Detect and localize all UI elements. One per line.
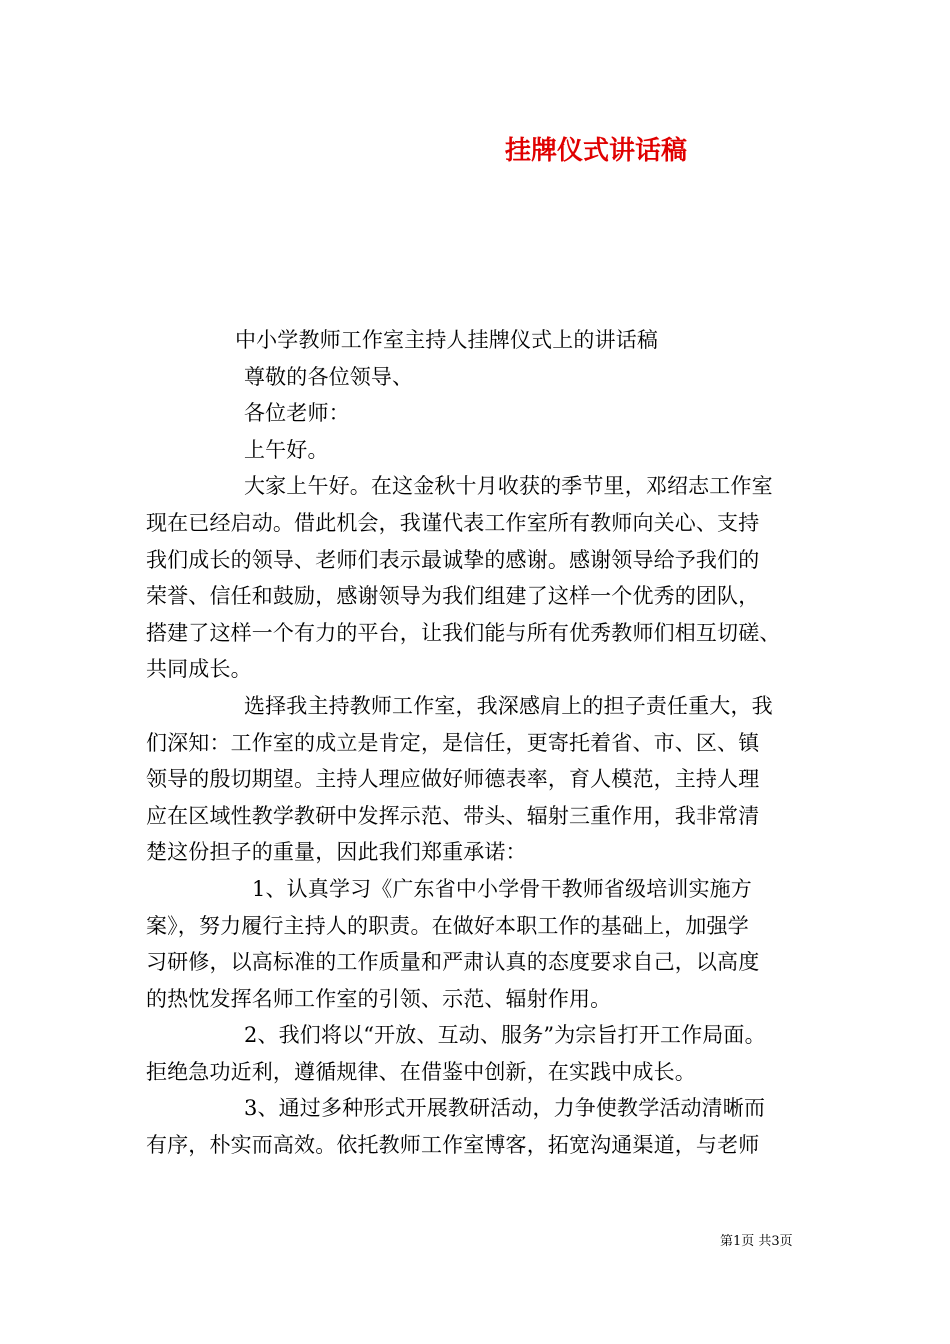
paragraph [146,688,826,871]
paragraph [146,468,826,688]
paragraph-line: 大家上午好。在这金秋十月收获的季节里，邓绍志工作室 [244,474,773,499]
paragraph-line: 共同成长。 [146,657,252,682]
paragraph [146,1017,826,1090]
paragraph-line: 2、我们将以“开放、互动、服务”为宗旨打开工作局面。 [244,1023,766,1048]
paragraph-line: 们深知：工作室的成立是肯定，是信任，更寄托着省、市、区、镇 [146,730,760,755]
paragraph-line: 案》，努力履行主持人的职责。在做好本职工作的基础上，加强学 [146,913,749,938]
paragraph-line: 应在区域性教学教研中发挥示范、带头、辐射三重作用，我非常清 [146,803,760,828]
paragraph-line: 1、认真学习《广东省中小学骨干教师省级培训实施方 [252,876,752,901]
document-title: 挂牌仪式讲话稿 [504,136,687,166]
paragraph-line: 我们成长的领导、老师们表示最诚挚的感谢。感谢领导给予我们的 [146,547,760,572]
greeting-line: 各位老师： [244,401,350,426]
paragraph-line: 的热忱发挥名师工作室的引领、示范、辐射作用。 [146,986,612,1011]
paragraph-line: 习研修，以高标准的工作质量和严肃认真的态度要求自己，以高度 [146,950,760,975]
greeting-line: 尊敬的各位领导、 [244,364,414,389]
paragraph-line: 拒绝急功近利，遵循规律、在借鉴中创新，在实践中成长。 [146,1059,696,1084]
paragraph-line: 楚这份担子的重量，因此我们郑重承诺： [146,840,527,865]
document-body [146,322,826,1164]
paragraph-line: 荣誉、信任和鼓励，感谢领导为我们组建了这样一个优秀的团队， [146,584,760,609]
paragraph-line: 现在已经启动。借此机会，我谨代表工作室所有教师向关心、支持 [146,510,760,535]
paragraph-line: 有序，朴实而高效。依托教师工作室博客，拓宽沟通渠道，与老师 [146,1133,760,1158]
paragraph-line: 领导的殷切期望。主持人理应做好师德表率，育人模范，主持人理 [146,767,760,792]
paragraph [146,1090,826,1163]
speech-subtitle: 中小学教师工作室主持人挂牌仪式上的讲话稿 [235,328,658,352]
paragraph [146,871,826,1017]
paragraph-line: 搭建了这样一个有力的平台，让我们能与所有优秀教师们相互切磋、 [146,620,781,645]
page-number: 第1页 共3页 [720,1234,793,1249]
greeting-line: 上午好。 [244,437,329,462]
paragraph-line: 3、通过多种形式开展教研活动，力争使教学活动清晰而 [244,1096,766,1121]
paragraph-line: 选择我主持教师工作室，我深感肩上的担子责任重大，我 [244,693,773,718]
